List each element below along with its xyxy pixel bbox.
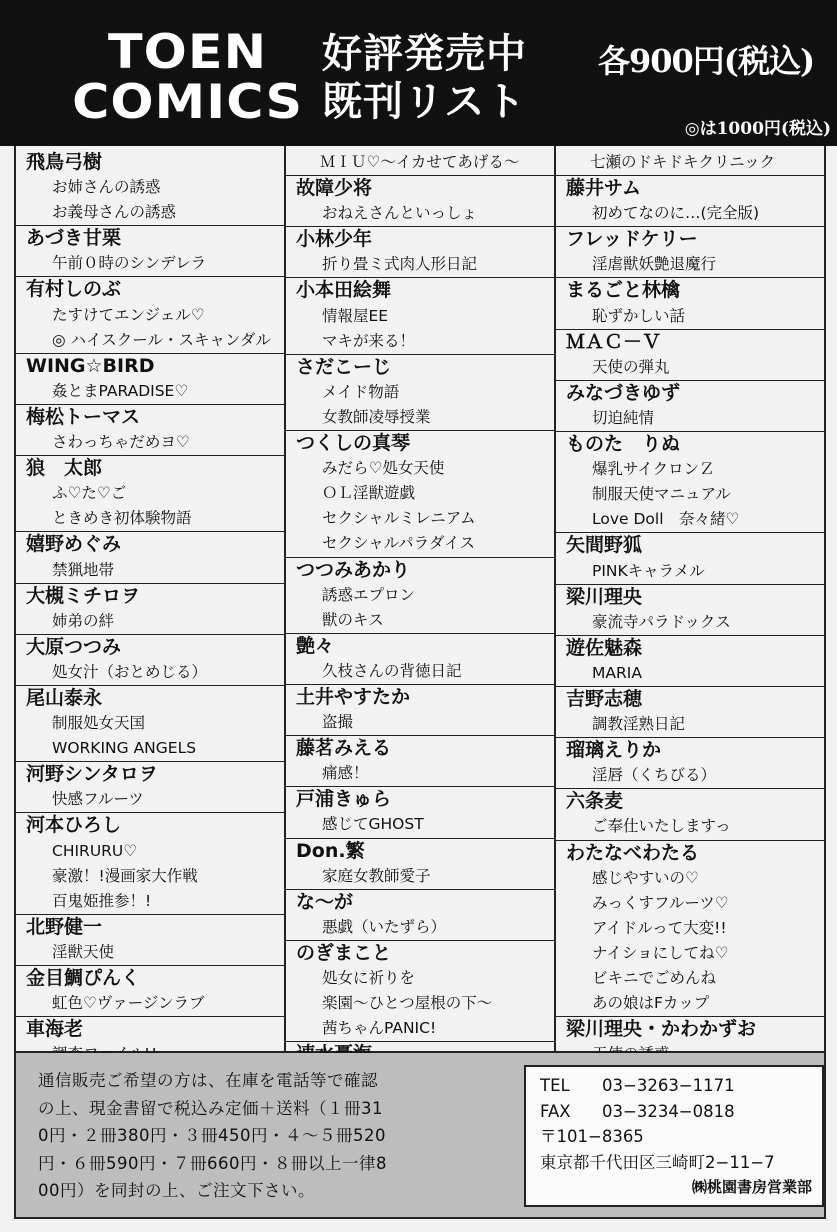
- author-name: 狼 太郎: [16, 455, 284, 481]
- header-banner: [0, 0, 837, 146]
- headline: [322, 30, 527, 126]
- book-title: 切迫純情: [592, 408, 655, 427]
- author-name: のぎまこと: [286, 940, 554, 966]
- book-title: 虹色♡ヴァージンラブ: [52, 994, 205, 1013]
- book-title: 折り畳ミ式肉人形日記: [322, 255, 478, 274]
- brand-line-2: COMICS: [72, 75, 304, 130]
- author-name: 吉野志穂: [556, 686, 824, 712]
- author-name: 大原つつみ: [16, 634, 284, 660]
- author-name: 瑠璃えりか: [556, 737, 824, 763]
- author-name: 梁川理央: [556, 584, 824, 610]
- book-title: 痛感！: [322, 764, 369, 783]
- book-title: 淫獣天使: [52, 942, 115, 961]
- author-name: 河本ひろし: [16, 812, 284, 838]
- book-title: 誘惑エプロン: [322, 585, 416, 604]
- address: 東京都千代田区三崎町2−11−7: [540, 1152, 775, 1172]
- book-title: セクシャルパラダイス: [322, 534, 475, 553]
- book-title: Love Doll 奈々緒♡: [592, 510, 740, 529]
- book-title: MARIA: [592, 663, 642, 682]
- brand-line-1: TOEN: [107, 25, 268, 80]
- book-title: お義母さんの誘惑: [52, 203, 177, 222]
- book-title: 制服天使マニュアル: [592, 485, 731, 504]
- book-title: メイド物語: [322, 382, 400, 401]
- book-title: マキが来る！: [322, 331, 416, 350]
- author-name: 北野健一: [16, 914, 284, 940]
- book-title: 久枝さんの背徳日記: [322, 661, 462, 680]
- author-name: つくしの真琴: [286, 430, 554, 456]
- book-title: 家庭女教師愛子: [322, 866, 431, 885]
- book-title: 獣のキス: [322, 610, 384, 629]
- author-name: つつみあかり: [286, 557, 554, 583]
- author-name: 小本田絵舞: [286, 277, 554, 303]
- author-name: フレッドケリー: [556, 226, 824, 252]
- book-title: 淫唇（くちびる）: [592, 766, 717, 785]
- author-name: 金目鯛ぴんく: [16, 965, 284, 991]
- book-title: 盗撮: [322, 713, 354, 732]
- order-line: 00円）を同封の上、ご注文下さい。: [38, 1181, 315, 1200]
- book-title: 豪激！!漫画家大作戦: [52, 866, 198, 885]
- book-title: 女教師凌辱授業: [322, 407, 431, 426]
- order-line: 0円・２冊380円・３冊450円・４〜５冊520: [38, 1126, 386, 1145]
- book-title: たすけてエンジェル♡: [52, 305, 205, 324]
- price: 各900円(税込): [598, 42, 815, 80]
- author-name: 大槻ミチロヲ: [16, 583, 284, 609]
- author-name: ＭＡＣ－Ｖ: [556, 329, 824, 355]
- author-name: 飛鳥弓樹: [26, 151, 103, 173]
- author-name: あづき甘栗: [16, 225, 284, 251]
- book-title: ＯＬ淫獣遊戯: [322, 484, 416, 503]
- catalog-listing: [14, 146, 826, 1053]
- book-title: おねえさんといっしょ: [322, 204, 478, 223]
- author-name: 藤井サム: [556, 175, 824, 201]
- author-name: WING☆BIRD: [16, 353, 284, 379]
- book-title: 姦とまPARADISE♡: [52, 381, 189, 400]
- author-name: わたなべわたる: [556, 840, 824, 866]
- publisher-name: ㈱桃園書房営業部: [691, 1178, 812, 1196]
- book-title: ビキニでごめんね: [592, 969, 717, 987]
- author-name: ものた りぬ: [556, 431, 824, 457]
- order-line: 円・６冊590円・７冊660円・８冊以上一律8: [38, 1153, 387, 1173]
- mail-order-info: [38, 1067, 488, 1205]
- book-title: あの娘はFカップ: [592, 994, 710, 1013]
- book-title: セクシャルミレニアム: [322, 509, 476, 528]
- headline-line-1: 好評発売中: [322, 31, 527, 77]
- tel-number: 03−3263−1171: [602, 1076, 735, 1095]
- author-name: 遊佐魅森: [556, 635, 824, 661]
- book-title: 調教淫熟日記: [592, 715, 686, 734]
- book-title: 爆乳サイクロンＺ: [592, 460, 715, 479]
- book-title: 感じやすいの♡: [592, 868, 699, 887]
- book-title: みっくすフルーツ♡: [592, 893, 729, 912]
- book-title: 禁猟地帯: [52, 560, 115, 579]
- book-title: お姉さんの誘惑: [52, 178, 161, 197]
- order-line: 通信販売ご希望の方は、在庫を電話等で確認: [38, 1071, 378, 1090]
- author-name: 有村しのぶ: [16, 276, 284, 302]
- author-name: 尾山泰永: [16, 685, 284, 711]
- headline-line-2: 既刊リスト: [322, 79, 527, 125]
- author-name: 嬉野めぐみ: [16, 531, 284, 557]
- price-note: ◎は1000円(税込): [684, 119, 831, 139]
- book-title: 処女に祈りを: [322, 969, 416, 987]
- order-line: の上、現金書留で税込み定価＋送料（１冊31: [38, 1098, 383, 1118]
- book-title: 姉弟の絆: [52, 611, 115, 630]
- author-name: 戸浦きゅら: [286, 786, 554, 812]
- book-title: 天使の弾丸: [592, 357, 670, 376]
- tel-label: TEL: [540, 1076, 570, 1095]
- author-name: 梅松トーマス: [16, 404, 284, 430]
- book-title: 豪流寺パラドックス: [592, 612, 731, 631]
- postal-code: 〒101−8365: [540, 1127, 644, 1146]
- catalog-column-3: [554, 146, 824, 1051]
- book-title: ＭＩＵ♡〜イカせてあげる〜: [320, 153, 520, 171]
- book-title: ◎ ハイスクール・スキャンダル: [52, 330, 271, 349]
- fax-label: FAX: [540, 1101, 571, 1121]
- book-title: 恥ずかしい話: [592, 306, 686, 325]
- book-title: 快感フルーツ: [52, 790, 144, 809]
- book-title: さわっちゃだめヨ♡: [52, 433, 190, 452]
- book-title: PINKキャラメル: [592, 561, 705, 580]
- author-name: 土井やすたか: [286, 684, 554, 710]
- fax-number: 03−3234−0818: [602, 1101, 735, 1121]
- author-name: 艶々: [286, 633, 554, 659]
- book-title: 楽園〜ひとつ屋根の下〜: [322, 994, 493, 1013]
- book-title: WORKING ANGELS: [52, 739, 197, 758]
- book-title: 淫虐獣妖艶退魔行: [592, 255, 717, 274]
- book-title: 制服処女天国: [52, 714, 146, 733]
- author-name: 六条麦: [556, 788, 824, 814]
- book-title: 七瀬のドキドキクリニック: [590, 153, 776, 171]
- book-title: 初めてなのに…(完全版): [592, 204, 760, 223]
- book-title: 感じてGHOST: [322, 815, 424, 834]
- catalog-column-2: [284, 146, 554, 1051]
- author-name: 河野シンタロヲ: [16, 761, 284, 787]
- author-name: な〜が: [286, 889, 554, 915]
- book-title: 処女汁（おとめじる）: [52, 662, 208, 681]
- author-name: さだこーじ: [286, 354, 554, 380]
- contact-box: [524, 1065, 824, 1207]
- catalog-column-1: [16, 146, 284, 1051]
- author-name: 藤茗みえる: [286, 735, 554, 761]
- book-title: アイドルって大変!!: [592, 918, 727, 937]
- book-title: 茜ちゃんPANIC!: [322, 1019, 437, 1038]
- book-title: CHIRURU♡: [52, 841, 138, 860]
- book-title: 午前０時のシンデレラ: [52, 254, 207, 273]
- book-title: 百鬼姫推参！!: [52, 891, 152, 910]
- book-title: ご奉仕いたしますっ: [592, 817, 731, 836]
- author-name: まるごと林檎: [556, 277, 824, 303]
- fax-line: [540, 1099, 822, 1125]
- author-name: 小林少年: [286, 226, 554, 252]
- author-name: 梁川理央・かわかずお: [556, 1016, 824, 1042]
- phone-line: [540, 1073, 822, 1099]
- book-title: みだら♡処女天使: [322, 459, 445, 478]
- author-name: 矢間野狐: [556, 532, 824, 558]
- author-name: 故障少将: [286, 175, 554, 201]
- author-name: Don.繁: [286, 838, 554, 864]
- book-title: ときめき初体験物語: [52, 509, 192, 528]
- author-name: みなづきゆず: [556, 380, 824, 406]
- brand-logo: [58, 25, 317, 130]
- book-title: 悪戯（いたずら）: [322, 917, 447, 936]
- author-name: 車海老: [16, 1016, 284, 1042]
- book-title: ナイショにしてね♡: [592, 943, 729, 962]
- book-title: ふ♡た♡ご: [52, 484, 127, 503]
- book-title: 情報屋EE: [322, 306, 389, 325]
- order-footer: [14, 1053, 826, 1219]
